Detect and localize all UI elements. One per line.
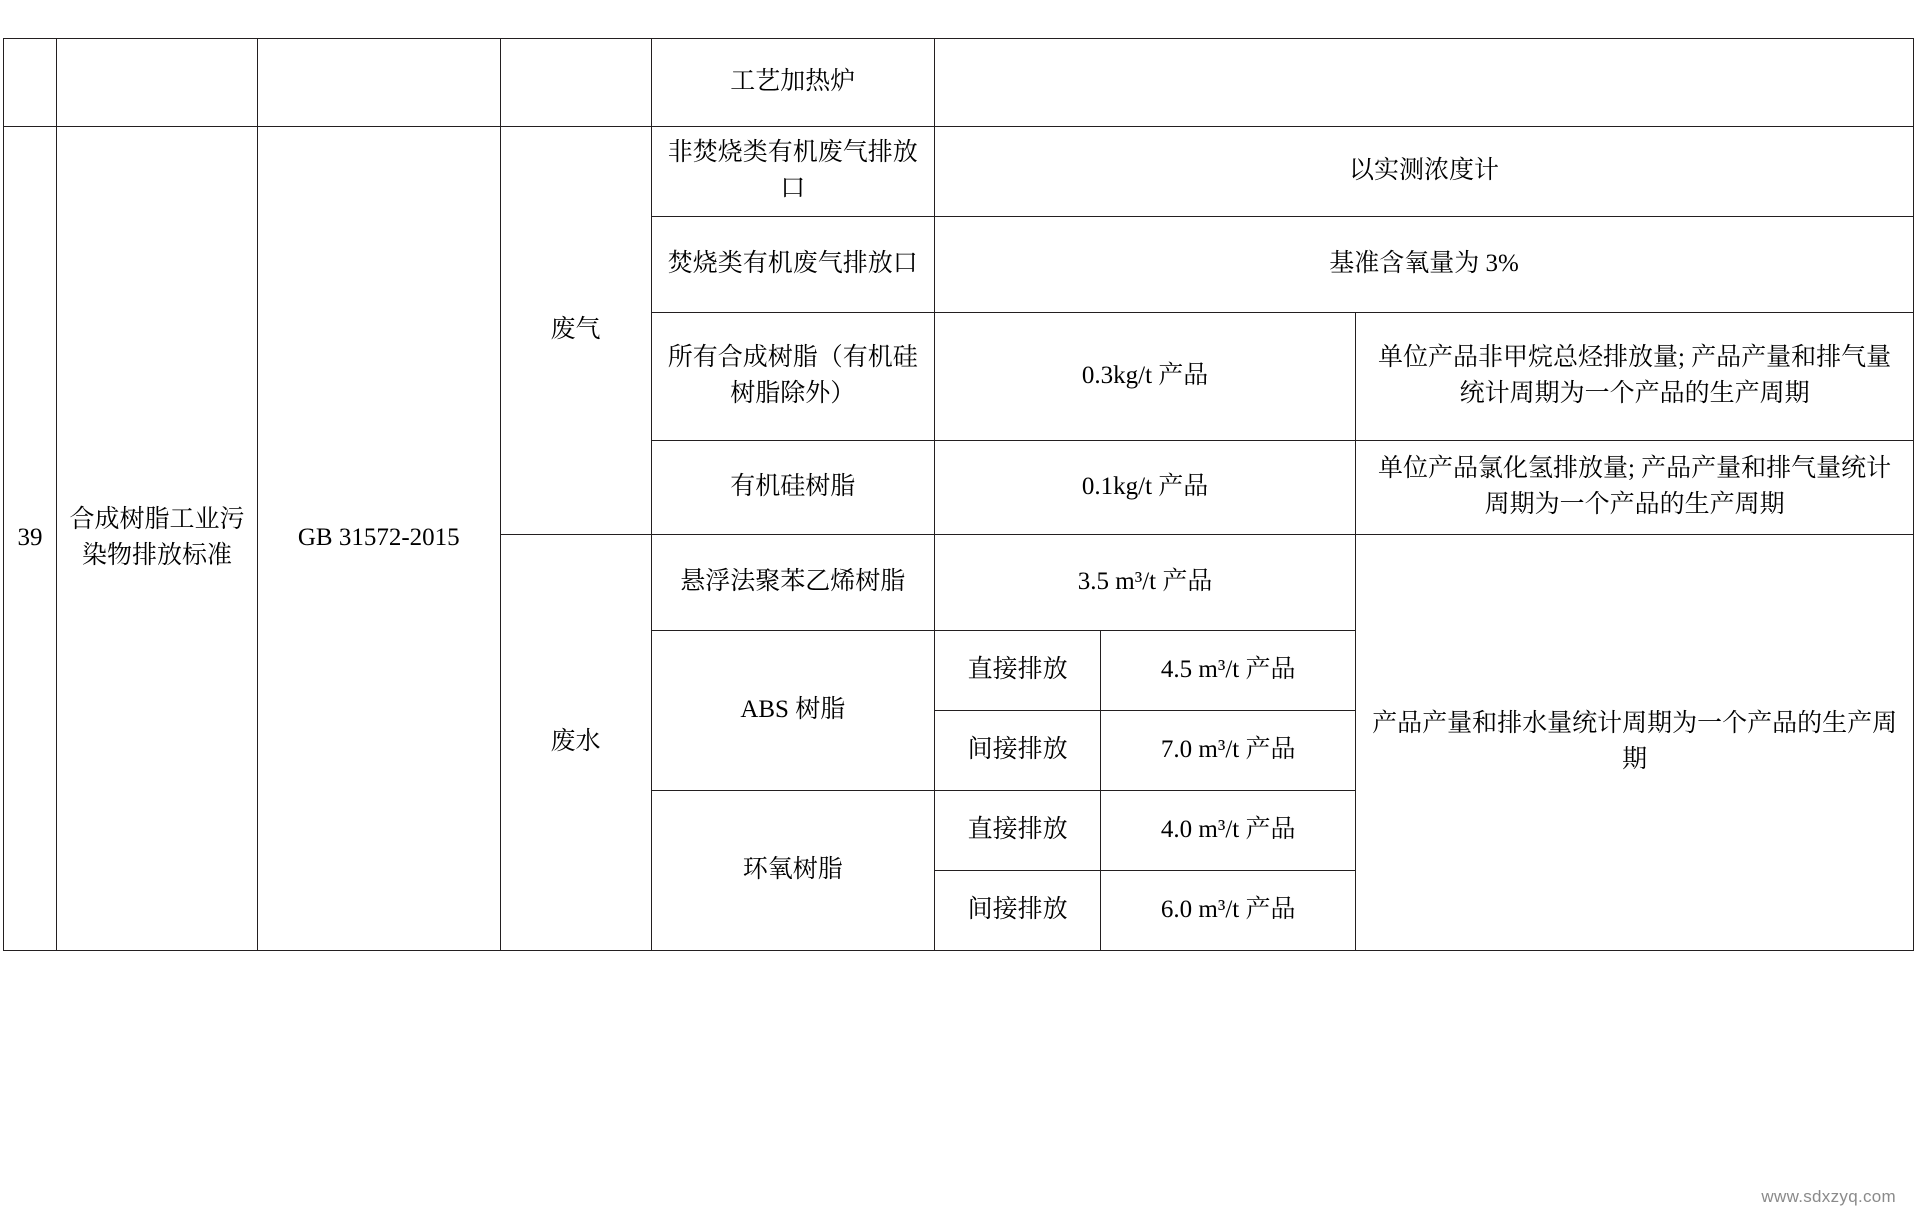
cell-value-epoxy-indirect: 6.0 m³/t 产品 xyxy=(1101,870,1356,950)
cell-mode-abs-direct: 直接排放 xyxy=(935,630,1101,710)
cell-value-partial xyxy=(935,39,1914,127)
cell-item-incineration-outlet: 焚烧类有机废气排放口 xyxy=(651,216,934,312)
cell-note-nmhc: 单位产品非甲烷总烃排放量; 产品产量和排气量统计周期为一个产品的生产周期 xyxy=(1356,312,1914,440)
cell-media-air: 废气 xyxy=(500,127,651,535)
table-row xyxy=(4,39,1914,127)
cell-mode-epoxy-indirect: 间接排放 xyxy=(935,870,1101,950)
cell-standard-name-partial xyxy=(57,39,258,127)
cell-media-water: 废水 xyxy=(500,534,651,950)
cell-item-abs-resin: ABS 树脂 xyxy=(651,630,934,790)
cell-item-suspension-ps: 悬浮法聚苯乙烯树脂 xyxy=(651,534,934,630)
cell-number-partial xyxy=(4,39,57,127)
cell-note-hcl: 单位产品氯化氢排放量; 产品产量和排气量统计周期为一个产品的生产周期 xyxy=(1356,440,1914,534)
cell-value-abs-direct: 4.5 m³/t 产品 xyxy=(1101,630,1356,710)
cell-mode-abs-indirect: 间接排放 xyxy=(935,710,1101,790)
cell-value-suspension-ps: 3.5 m³/t 产品 xyxy=(935,534,1356,630)
cell-item-all-synthetic-resin: 所有合成树脂（有机硅树脂除外） xyxy=(651,312,934,440)
footer-watermark-url: www.sdxzyq.com xyxy=(1761,1187,1896,1206)
cell-standard-code-partial xyxy=(257,39,500,127)
cell-note-water: 产品产量和排水量统计周期为一个产品的生产周期 xyxy=(1356,534,1914,950)
cell-note-measured-concentration: 以实测浓度计 xyxy=(935,127,1914,217)
cell-value-hcl: 0.1kg/t 产品 xyxy=(935,440,1356,534)
cell-note-oxygen-basis: 基准含氧量为 3% xyxy=(935,216,1914,312)
cell-item-heating-furnace: 工艺加热炉 xyxy=(651,39,934,127)
cell-item-nonincineration-outlet: 非焚烧类有机废气排放口 xyxy=(651,127,934,217)
cell-media-partial xyxy=(500,39,651,127)
cell-standard-code: GB 31572-2015 xyxy=(257,127,500,951)
cell-value-epoxy-direct: 4.0 m³/t 产品 xyxy=(1101,790,1356,870)
cell-item-epoxy-resin: 环氧树脂 xyxy=(651,790,934,950)
table-row xyxy=(4,127,1914,217)
cell-value-nmhc: 0.3kg/t 产品 xyxy=(935,312,1356,440)
cell-value-abs-indirect: 7.0 m³/t 产品 xyxy=(1101,710,1356,790)
cell-standard-name: 合成树脂工业污染物排放标准 xyxy=(57,127,258,951)
cell-mode-epoxy-direct: 直接排放 xyxy=(935,790,1101,870)
cell-entry-number: 39 xyxy=(4,127,57,951)
pollutant-standard-table xyxy=(3,38,1914,951)
cell-item-silicone-resin: 有机硅树脂 xyxy=(651,440,934,534)
